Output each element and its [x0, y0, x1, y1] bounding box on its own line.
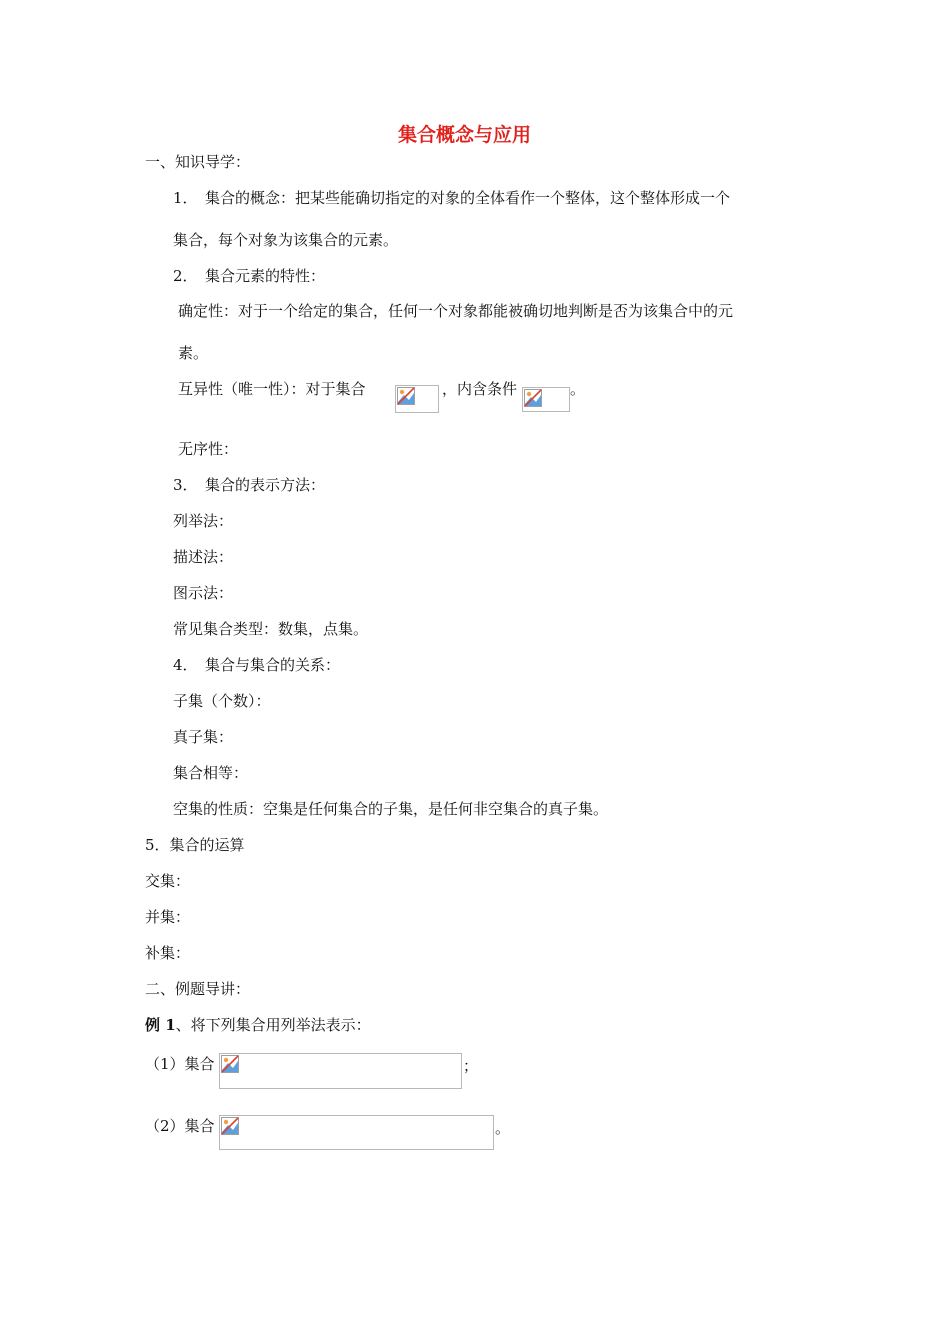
item-1-line-1: 1． 集合的概念：把某些能确切指定的对象的全体看作一个整体，这个整体形成一个 — [173, 189, 731, 207]
example-1-line — [145, 1016, 371, 1034]
item-2-determinacy-line-1: 确定性：对于一个给定的集合，任何一个对象都能被确切地判断是否为该集合中的元 — [178, 302, 734, 320]
section-heading-2: 二、例题导讲： — [145, 980, 251, 998]
broken-image-icon — [221, 1055, 239, 1073]
item-5-union: 并集： — [145, 908, 191, 926]
item-4-subset: 子集（个数）： — [173, 692, 271, 710]
broken-image-formula-3 — [219, 1053, 462, 1089]
item-3-heading: 3． 集合的表示方法： — [173, 476, 326, 494]
item-4-proper-subset: 真子集： — [173, 728, 234, 746]
item-4-equal-sets: 集合相等： — [173, 764, 249, 782]
example-1-q1-prefix: （1）集合 — [145, 1055, 215, 1073]
example-1-q2-prefix: （2）集合 — [145, 1117, 215, 1135]
broken-image-formula-4 — [219, 1115, 494, 1150]
example-1-q2-end: 。 — [495, 1119, 511, 1137]
example-1-text: 、将下列集合用列举法表示： — [175, 1016, 371, 1034]
item-3-common-types: 常见集合类型：数集，点集。 — [173, 620, 369, 638]
item-5-heading: 5．集合的运算 — [145, 836, 245, 854]
item-2-unordered: 无序性： — [178, 440, 239, 458]
item-2-distinctness-mid: ，内含条件 — [442, 380, 518, 398]
item-3-roster: 列举法： — [173, 512, 234, 530]
broken-image-icon — [397, 387, 415, 405]
page-title: 集合概念与应用 — [398, 124, 532, 146]
item-3-diagram: 图示法： — [173, 584, 234, 602]
broken-image-icon — [221, 1117, 239, 1135]
broken-image-icon — [524, 389, 542, 407]
section-heading-1: 一、知识导学： — [145, 153, 251, 171]
item-2-distinctness-prefix: 互异性（唯一性）：对于集合 — [178, 380, 366, 398]
item-4-empty-set: 空集的性质：空集是任何集合的子集，是任何非空集合的真子集。 — [173, 800, 609, 818]
item-2-heading: 2． 集合元素的特性： — [173, 267, 326, 285]
item-2-distinctness-end: 。 — [570, 380, 586, 398]
item-1-line-2: 集合，每个对象为该集合的元素。 — [173, 231, 399, 249]
item-2-determinacy-line-2: 素。 — [178, 344, 209, 362]
item-4-heading: 4． 集合与集合的关系： — [173, 656, 341, 674]
example-1-label: 例 1 — [145, 1016, 176, 1034]
item-5-intersection: 交集： — [145, 872, 191, 890]
item-3-description: 描述法： — [173, 548, 234, 566]
broken-image-formula-2 — [522, 387, 570, 412]
example-1-q1-end: ； — [463, 1057, 479, 1075]
item-5-complement: 补集： — [145, 944, 191, 962]
broken-image-formula-1 — [395, 385, 439, 413]
